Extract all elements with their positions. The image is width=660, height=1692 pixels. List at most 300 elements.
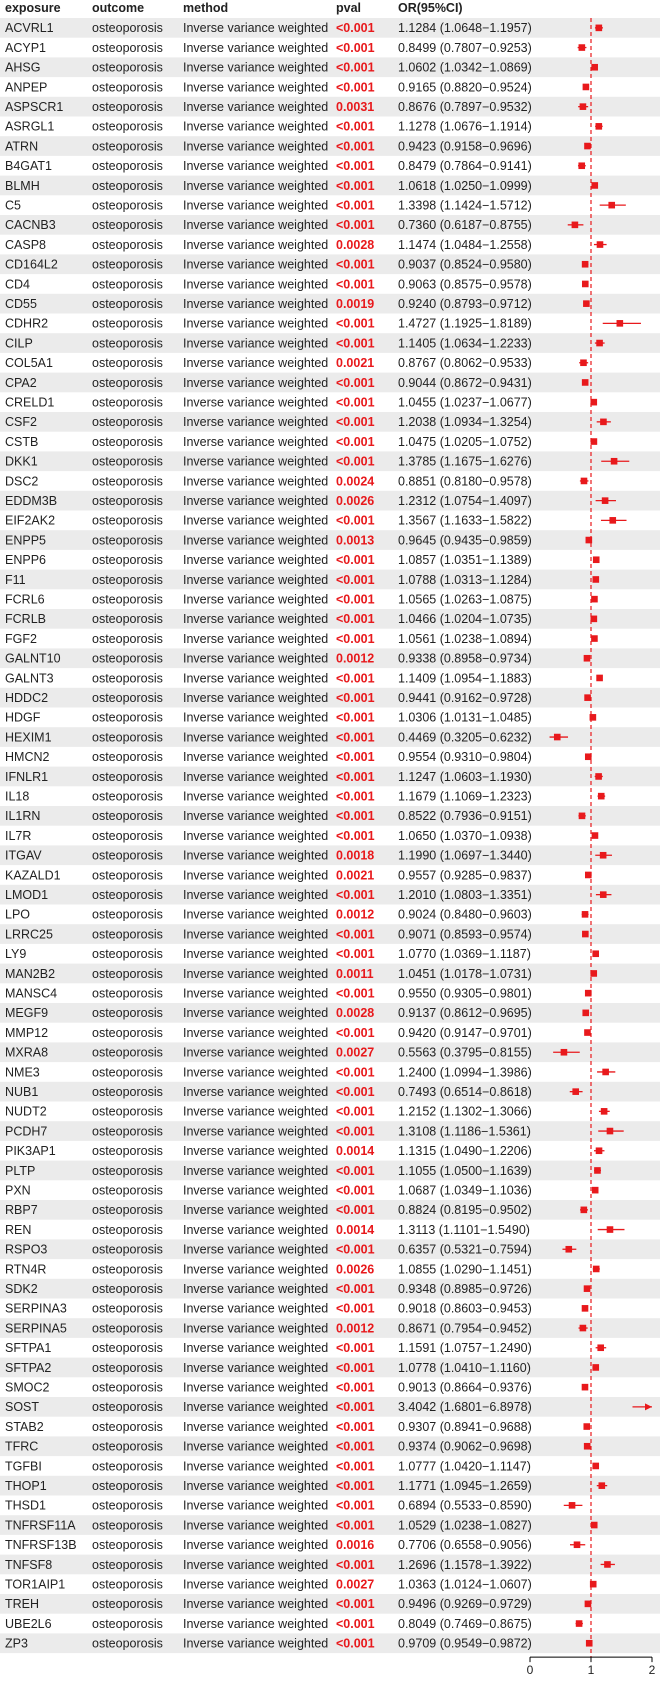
cell-pval: 0.0012 — [336, 1321, 375, 1336]
cell-or-ci: 0.8671 (0.7954−0.9452) — [398, 1321, 532, 1336]
or-point — [578, 162, 585, 169]
cell-pval: <0.001 — [336, 1163, 375, 1178]
cell-or-ci: 1.0788 (1.0313−1.1284) — [398, 572, 532, 587]
or-point — [584, 694, 591, 701]
cell-method: Inverse variance weighted — [183, 789, 329, 804]
cell-outcome: osteoporosis — [92, 1301, 163, 1316]
cell-outcome: osteoporosis — [92, 1163, 163, 1178]
cell-exposure: SERPINA5 — [5, 1321, 67, 1336]
cell-method: Inverse variance weighted — [183, 1478, 329, 1493]
cell-or-ci: 0.9709 (0.9549−0.9872) — [398, 1636, 532, 1651]
or-point — [572, 1088, 579, 1095]
cell-pval: <0.001 — [336, 631, 375, 646]
cell-outcome: osteoporosis — [92, 1321, 163, 1336]
cell-pval: <0.001 — [336, 1242, 375, 1257]
cell-or-ci: 0.9071 (0.8593−0.9574) — [398, 927, 532, 942]
cell-or-ci: 1.0857 (1.0351−1.1389) — [398, 553, 532, 568]
cell-outcome: osteoporosis — [92, 769, 163, 784]
cell-outcome: osteoporosis — [92, 730, 163, 745]
table-row — [5, 1341, 532, 1355]
cell-or-ci: 0.8499 (0.7807−0.9253) — [398, 40, 532, 55]
table-row — [5, 986, 532, 1000]
cell-method: Inverse variance weighted — [183, 1380, 329, 1395]
cell-outcome: osteoporosis — [92, 21, 163, 36]
cell-pval: <0.001 — [336, 1439, 375, 1454]
cell-exposure: IFNLR1 — [5, 769, 49, 784]
cell-outcome: osteoporosis — [92, 1478, 163, 1493]
table-row — [5, 317, 532, 331]
cell-pval: 0.0016 — [336, 1538, 375, 1553]
cell-outcome: osteoporosis — [92, 237, 163, 252]
cell-pval: 0.0014 — [336, 1144, 375, 1159]
cell-exposure: REN — [5, 1222, 32, 1237]
table-row — [5, 1302, 532, 1316]
cell-method: Inverse variance weighted — [183, 671, 329, 686]
cell-or-ci: 1.0306 (1.0131−1.0485) — [398, 710, 532, 725]
cell-outcome: osteoporosis — [92, 1025, 163, 1040]
cell-pval: <0.001 — [336, 809, 375, 824]
x-tick-label: 0 — [526, 1663, 534, 1678]
cell-method: Inverse variance weighted — [183, 868, 329, 883]
cell-method: Inverse variance weighted — [183, 927, 329, 942]
table-row — [5, 238, 532, 252]
cell-method: Inverse variance weighted — [183, 198, 329, 213]
cell-exposure: TOR1AIP1 — [5, 1577, 66, 1592]
cell-pval: 0.0026 — [336, 1262, 375, 1277]
or-point — [595, 773, 602, 780]
or-point — [582, 379, 589, 386]
cell-or-ci: 1.1315 (1.0490−1.2206) — [398, 1144, 532, 1159]
cell-outcome: osteoporosis — [92, 336, 163, 351]
cell-exposure: CPA2 — [5, 375, 37, 390]
or-point — [583, 1423, 590, 1430]
or-point — [604, 1561, 611, 1568]
cell-outcome: osteoporosis — [92, 454, 163, 469]
cell-outcome: osteoporosis — [92, 395, 163, 410]
cell-exposure: CASP8 — [5, 237, 46, 252]
table-row — [5, 1223, 530, 1237]
cell-outcome: osteoporosis — [92, 1006, 163, 1021]
cell-outcome: osteoporosis — [92, 572, 163, 587]
cell-outcome: osteoporosis — [92, 947, 163, 962]
cell-outcome: osteoporosis — [92, 159, 163, 174]
cell-outcome: osteoporosis — [92, 1360, 163, 1375]
cell-exposure: ANPEP — [5, 80, 48, 95]
cell-exposure: TNFRSF11A — [5, 1518, 76, 1533]
or-point — [582, 1010, 589, 1017]
or-point — [600, 419, 607, 426]
cell-method: Inverse variance weighted — [183, 966, 329, 981]
or-point — [582, 281, 589, 288]
cell-method: Inverse variance weighted — [183, 99, 329, 114]
cell-outcome: osteoporosis — [92, 513, 163, 528]
or-point — [591, 1522, 598, 1529]
or-point — [584, 655, 591, 662]
cell-method: Inverse variance weighted — [183, 1242, 329, 1257]
cell-method: Inverse variance weighted — [183, 1262, 329, 1277]
cell-method: Inverse variance weighted — [183, 710, 329, 725]
cell-exposure: CACNB3 — [5, 218, 56, 233]
cell-outcome: osteoporosis — [92, 986, 163, 1001]
cell-method: Inverse variance weighted — [183, 1183, 329, 1198]
cell-pval: <0.001 — [336, 277, 375, 292]
cell-method: Inverse variance weighted — [183, 1616, 329, 1631]
cell-exposure: RSPO3 — [5, 1242, 48, 1257]
or-point — [592, 1463, 599, 1470]
or-point — [580, 359, 587, 366]
cell-exposure: ASRGL1 — [5, 119, 55, 134]
cell-pval: <0.001 — [336, 986, 375, 1001]
or-point — [554, 734, 561, 741]
or-point — [596, 675, 603, 682]
or-point — [583, 300, 590, 307]
header-method: method — [183, 1, 229, 15]
table-row — [5, 908, 532, 922]
table-row — [5, 750, 532, 764]
or-point — [593, 1266, 600, 1273]
cell-or-ci: 1.1591 (1.0757−1.2490) — [398, 1341, 532, 1356]
cell-method: Inverse variance weighted — [183, 828, 329, 843]
cell-pval: 0.0031 — [336, 99, 375, 114]
cell-method: Inverse variance weighted — [183, 139, 329, 154]
cell-outcome: osteoporosis — [92, 848, 163, 863]
cell-or-ci: 1.0451 (1.0178−1.0731) — [398, 966, 532, 981]
cell-exposure: LY9 — [5, 947, 27, 962]
cell-method: Inverse variance weighted — [183, 612, 329, 627]
or-point — [596, 1147, 603, 1154]
cell-outcome: osteoporosis — [92, 80, 163, 95]
cell-or-ci: 1.3113 (1.1101−1.5490) — [398, 1222, 530, 1237]
cell-pval: <0.001 — [336, 139, 375, 154]
cell-method: Inverse variance weighted — [183, 553, 329, 568]
cell-outcome: osteoporosis — [92, 1459, 163, 1474]
table-row — [5, 198, 532, 212]
cell-exposure: TREH — [5, 1597, 40, 1612]
or-point — [569, 1502, 576, 1509]
cell-or-ci: 0.8522 (0.7936−0.9151) — [398, 809, 532, 824]
cell-outcome: osteoporosis — [92, 40, 163, 55]
or-point — [596, 25, 603, 32]
cell-outcome: osteoporosis — [92, 1498, 163, 1513]
cell-method: Inverse variance weighted — [183, 1045, 329, 1060]
cell-outcome: osteoporosis — [92, 612, 163, 627]
or-point — [607, 1128, 614, 1135]
cell-method: Inverse variance weighted — [183, 356, 329, 371]
cell-or-ci: 1.0855 (1.0290−1.1451) — [398, 1262, 532, 1277]
cell-outcome: osteoporosis — [92, 671, 163, 686]
cell-pval: <0.001 — [336, 750, 375, 765]
cell-exposure: AHSG — [5, 60, 41, 75]
or-point — [609, 517, 616, 524]
cell-or-ci: 0.8767 (0.8062−0.9533) — [398, 356, 532, 371]
cell-outcome: osteoporosis — [92, 553, 163, 568]
cell-pval: <0.001 — [336, 671, 375, 686]
cell-pval: <0.001 — [336, 218, 375, 233]
or-point — [596, 340, 603, 347]
cell-outcome: osteoporosis — [92, 1577, 163, 1592]
cell-method: Inverse variance weighted — [183, 1104, 329, 1119]
cell-method: Inverse variance weighted — [183, 592, 329, 607]
cell-outcome: osteoporosis — [92, 1557, 163, 1572]
cell-method: Inverse variance weighted — [183, 730, 329, 745]
cell-or-ci: 1.2696 (1.1578−1.3922) — [398, 1557, 532, 1572]
cell-or-ci: 0.9557 (0.9285−0.9837) — [398, 868, 532, 883]
cell-method: Inverse variance weighted — [183, 809, 329, 824]
cell-method: Inverse variance weighted — [183, 493, 329, 508]
cell-method: Inverse variance weighted — [183, 1006, 329, 1021]
cell-outcome: osteoporosis — [92, 631, 163, 646]
cell-or-ci: 1.1409 (1.0954−1.1883) — [398, 671, 532, 686]
or-point — [591, 635, 598, 642]
cell-pval: <0.001 — [336, 1065, 375, 1080]
cell-exposure: HDGF — [5, 710, 41, 725]
table-row — [5, 120, 532, 134]
cell-pval: <0.001 — [336, 159, 375, 174]
cell-or-ci: 0.9013 (0.8664−0.9376) — [398, 1380, 532, 1395]
cell-method: Inverse variance weighted — [183, 336, 329, 351]
cell-pval: 0.0027 — [336, 1577, 375, 1592]
cell-pval: 0.0028 — [336, 1006, 375, 1021]
table-row — [5, 789, 532, 803]
cell-pval: <0.001 — [336, 1459, 375, 1474]
cell-method: Inverse variance weighted — [183, 119, 329, 134]
x-tick-label: 2 — [648, 1663, 656, 1678]
or-point — [592, 832, 599, 839]
cell-method: Inverse variance weighted — [183, 277, 329, 292]
cell-pval: 0.0021 — [336, 868, 375, 883]
cell-or-ci: 1.3398 (1.1424−1.5712) — [398, 198, 532, 213]
cell-or-ci: 1.0475 (1.0205−1.0752) — [398, 434, 532, 449]
cell-or-ci: 0.9645 (0.9435−0.9859) — [398, 533, 532, 548]
cell-pval: <0.001 — [336, 1203, 375, 1218]
cell-outcome: osteoporosis — [92, 434, 163, 449]
cell-method: Inverse variance weighted — [183, 395, 329, 410]
cell-exposure: TFRC — [5, 1439, 39, 1454]
table-row — [5, 1499, 532, 1513]
cell-exposure: GALNT3 — [5, 671, 54, 686]
cell-method: Inverse variance weighted — [183, 1577, 329, 1592]
cell-method: Inverse variance weighted — [183, 1301, 329, 1316]
cell-or-ci: 1.2312 (1.0754−1.4097) — [398, 493, 532, 508]
cell-pval: <0.001 — [336, 434, 375, 449]
cell-exposure: MAN2B2 — [5, 966, 56, 981]
table-row — [5, 1380, 532, 1394]
cell-pval: <0.001 — [336, 415, 375, 430]
cell-outcome: osteoporosis — [92, 119, 163, 134]
cell-outcome: osteoporosis — [92, 1045, 163, 1060]
cell-outcome: osteoporosis — [92, 1104, 163, 1119]
cell-exposure: HEXIM1 — [5, 730, 52, 745]
or-point — [574, 1541, 581, 1548]
cell-pval: <0.001 — [336, 1636, 375, 1651]
cell-exposure: COL5A1 — [5, 356, 53, 371]
cell-or-ci: 1.0363 (1.0124−1.0607) — [398, 1577, 532, 1592]
cell-pval: <0.001 — [336, 40, 375, 55]
cell-exposure: HMCN2 — [5, 750, 50, 765]
cell-exposure: MEGF9 — [5, 1006, 49, 1021]
cell-exposure: MANSC4 — [5, 986, 58, 1001]
cell-or-ci: 0.9240 (0.8793−0.9712) — [398, 296, 532, 311]
cell-exposure: LPO — [5, 907, 31, 922]
cell-exposure: LRRC25 — [5, 927, 53, 942]
cell-or-ci: 1.2400 (1.0994−1.3986) — [398, 1065, 532, 1080]
cell-method: Inverse variance weighted — [183, 1597, 329, 1612]
cell-exposure: F11 — [5, 572, 26, 587]
cell-method: Inverse variance weighted — [183, 1459, 329, 1474]
cell-exposure: NME3 — [5, 1065, 40, 1080]
or-point — [582, 1384, 589, 1391]
cell-pval: 0.0012 — [336, 651, 375, 666]
cell-pval: 0.0028 — [336, 237, 375, 252]
cell-or-ci: 0.9374 (0.9062−0.9698) — [398, 1439, 532, 1454]
or-point — [617, 320, 624, 327]
cell-or-ci: 0.8049 (0.7469−0.8675) — [398, 1616, 532, 1631]
cell-outcome: osteoporosis — [92, 1242, 163, 1257]
cell-pval: <0.001 — [336, 553, 375, 568]
cell-exposure: EDDM3B — [5, 493, 58, 508]
cell-method: Inverse variance weighted — [183, 1163, 329, 1178]
cell-pval: <0.001 — [336, 927, 375, 942]
cell-exposure: B4GAT1 — [5, 159, 53, 174]
cell-method: Inverse variance weighted — [183, 750, 329, 765]
cell-exposure: SOST — [5, 1400, 40, 1415]
or-point — [565, 1246, 572, 1253]
cell-exposure: KAZALD1 — [5, 868, 61, 883]
cell-pval: <0.001 — [336, 1025, 375, 1040]
cell-or-ci: 0.9063 (0.8575−0.9578) — [398, 277, 532, 292]
x-tick-label: 1 — [587, 1663, 595, 1678]
table-row — [5, 277, 532, 291]
table-row — [5, 41, 532, 55]
cell-or-ci: 0.9423 (0.9158−0.9696) — [398, 139, 532, 154]
cell-outcome: osteoporosis — [92, 966, 163, 981]
cell-or-ci: 1.2038 (1.0934−1.3254) — [398, 415, 532, 430]
table-row — [5, 553, 532, 567]
header-pval: pval — [336, 1, 362, 15]
cell-or-ci: 1.2010 (1.0803−1.3351) — [398, 887, 532, 902]
cell-outcome: osteoporosis — [92, 99, 163, 114]
cell-pval: <0.001 — [336, 1360, 375, 1375]
cell-pval: <0.001 — [336, 1616, 375, 1631]
cell-method: Inverse variance weighted — [183, 631, 329, 646]
or-point — [580, 103, 587, 110]
cell-method: Inverse variance weighted — [183, 907, 329, 922]
cell-method: Inverse variance weighted — [183, 415, 329, 430]
cell-method: Inverse variance weighted — [183, 434, 329, 449]
cell-method: Inverse variance weighted — [183, 159, 329, 174]
cell-exposure: NUDT2 — [5, 1104, 47, 1119]
cell-outcome: osteoporosis — [92, 1084, 163, 1099]
cell-exposure: UBE2L6 — [5, 1616, 52, 1631]
cell-outcome: osteoporosis — [92, 1616, 163, 1631]
table-row — [5, 1459, 531, 1473]
or-point — [584, 1285, 591, 1292]
cell-method: Inverse variance weighted — [183, 1498, 329, 1513]
cell-exposure: LMOD1 — [5, 887, 49, 902]
cell-method: Inverse variance weighted — [183, 1419, 329, 1434]
cell-or-ci: 1.4727 (1.1925−1.8189) — [398, 316, 532, 331]
cell-method: Inverse variance weighted — [183, 1400, 329, 1415]
table-row — [5, 1105, 532, 1119]
or-point — [602, 497, 609, 504]
cell-pval: <0.001 — [336, 336, 375, 351]
cell-method: Inverse variance weighted — [183, 1341, 329, 1356]
cell-exposure: CRELD1 — [5, 395, 55, 410]
cell-or-ci: 0.9420 (0.9147−0.9701) — [398, 1025, 532, 1040]
cell-or-ci: 1.1679 (1.1069−1.2323) — [398, 789, 532, 804]
cell-exposure: TNFSF8 — [5, 1557, 53, 1572]
cell-pval: <0.001 — [336, 395, 375, 410]
cell-or-ci: 1.0466 (1.0204−1.0735) — [398, 612, 532, 627]
table-row — [5, 1262, 532, 1276]
cell-exposure: IL18 — [5, 789, 30, 804]
cell-pval: <0.001 — [336, 80, 375, 95]
cell-method: Inverse variance weighted — [183, 1360, 329, 1375]
cell-method: Inverse variance weighted — [183, 1222, 329, 1237]
cell-pval: <0.001 — [336, 612, 375, 627]
cell-method: Inverse variance weighted — [183, 1084, 329, 1099]
cell-pval: <0.001 — [336, 198, 375, 213]
or-point — [584, 143, 591, 150]
table-row — [5, 868, 532, 882]
table-row — [5, 514, 532, 528]
cell-or-ci: 1.0561 (1.0238−1.0894) — [398, 631, 532, 646]
cell-exposure: RBP7 — [5, 1203, 38, 1218]
table-row — [5, 671, 532, 685]
or-point — [607, 1226, 614, 1233]
cell-or-ci: 1.0770 (1.0369−1.1187) — [398, 947, 531, 962]
cell-pval: <0.001 — [336, 1183, 375, 1198]
or-point — [600, 852, 607, 859]
cell-outcome: osteoporosis — [92, 592, 163, 607]
cell-pval: 0.0012 — [336, 907, 375, 922]
or-point — [582, 931, 589, 938]
cell-pval: <0.001 — [336, 690, 375, 705]
cell-pval: 0.0011 — [336, 966, 374, 981]
cell-outcome: osteoporosis — [92, 139, 163, 154]
or-point — [611, 458, 618, 465]
cell-or-ci: 0.9496 (0.9269−0.9729) — [398, 1597, 532, 1612]
cell-outcome: osteoporosis — [92, 474, 163, 489]
cell-exposure: SERPINA3 — [5, 1301, 67, 1316]
cell-method: Inverse variance weighted — [183, 21, 329, 36]
cell-method: Inverse variance weighted — [183, 296, 329, 311]
cell-outcome: osteoporosis — [92, 1341, 163, 1356]
or-point — [592, 950, 599, 957]
cell-or-ci: 1.0455 (1.0237−1.0677) — [398, 395, 532, 410]
cell-outcome: osteoporosis — [92, 1538, 163, 1553]
cell-outcome: osteoporosis — [92, 1439, 163, 1454]
cell-exposure: ENPP5 — [5, 533, 46, 548]
cell-or-ci: 0.8676 (0.7897−0.9532) — [398, 99, 532, 114]
cell-or-ci: 0.9037 (0.8524−0.9580) — [398, 257, 532, 272]
cell-method: Inverse variance weighted — [183, 1025, 329, 1040]
cell-outcome: osteoporosis — [92, 1419, 163, 1434]
cell-exposure: PXN — [5, 1183, 31, 1198]
header-outcome: outcome — [92, 1, 145, 15]
or-point — [582, 1305, 589, 1312]
cell-exposure: ATRN — [5, 139, 39, 154]
cell-outcome: osteoporosis — [92, 1065, 163, 1080]
table-row — [5, 435, 532, 449]
cell-outcome: osteoporosis — [92, 1203, 163, 1218]
cell-outcome: osteoporosis — [92, 710, 163, 725]
cell-pval: <0.001 — [336, 21, 375, 36]
cell-or-ci: 0.9550 (0.9305−0.9801) — [398, 986, 532, 1001]
cell-or-ci: 1.0778 (1.0410−1.1160) — [398, 1360, 531, 1375]
cell-outcome: osteoporosis — [92, 750, 163, 765]
cell-or-ci: 0.9165 (0.8820−0.9524) — [398, 80, 532, 95]
